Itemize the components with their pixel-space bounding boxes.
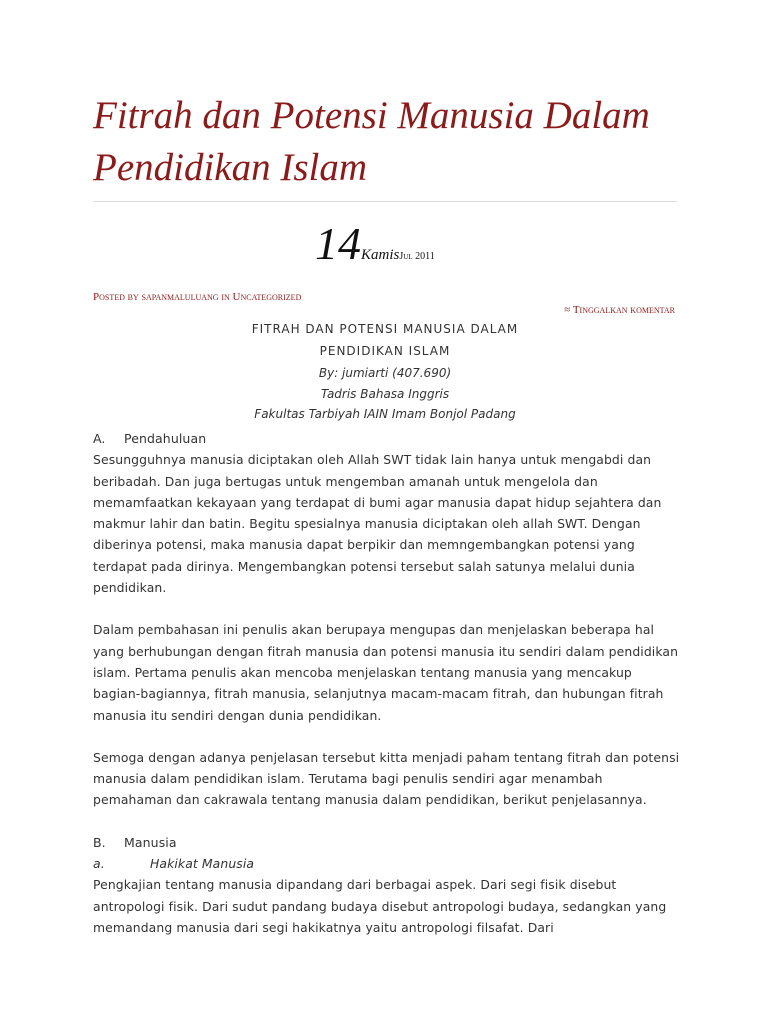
paragraph-4: Pengkajian tentang manusia dipandang dari berbagai aspek. Dari segi fisik disebut antropologi fisik. Dari sudut pandang budaya disebut antropologi budaya, sedangkan yang memandang manusia dari segi hakikatnya yaitu antropologi filsafat. Dari (93, 877, 667, 935)
section-a-heading (93, 428, 683, 449)
title-divider (93, 201, 677, 202)
paragraph-3: Semoga dengan adanya penjelasan tersebut kitta menjadi paham tentang fitrah dan potensi manusia dalam pendidikan islam. Terutama bagi penulis sendiri agar menambah pemahaman dan cakrawala tentang manusia dalam pendidikan, berikut penjelasannya. (93, 749, 680, 808)
category-link[interactable]: Uncategorized (232, 291, 302, 303)
article-heading-line1: FITRAH DAN POTENSI MANUSIA DALAM (251, 322, 519, 336)
in-label: in (221, 291, 230, 303)
date-day: 14 (315, 218, 361, 269)
section-a-title: Pendahuluan (124, 431, 207, 446)
subsection-a-heading (93, 853, 683, 874)
subsection-a-marker: a. (93, 856, 105, 872)
subsection-a-title: Hakikat Manusia (150, 856, 255, 872)
author-link[interactable]: sapanmaluluang (141, 291, 219, 303)
article-body (93, 428, 683, 938)
posted-by-label: Posted by (93, 291, 139, 303)
date-weekday: Kamis (361, 247, 400, 263)
post-date (315, 218, 435, 270)
date-month-year: Jul 2011 (399, 251, 435, 262)
leave-comment-link[interactable]: ≈ Tinggalkan komentar (564, 304, 675, 316)
post-title[interactable]: Fitrah dan Potensi Manusia Dalam Pendidikan Islam (93, 94, 650, 189)
post-meta (93, 291, 301, 303)
article-department: Tadris Bahasa Inggris (320, 387, 450, 401)
paragraph-2: Dalam pembahasan ini penulis akan berupaya mengupas dan menjelaskan beberapa hal yang berhubungan dengan fitrah manusia dan potensi manusia itu sendiri dalam pendidikan islam. Pertama penulis akan mencoba menjelaskan tentang manusia yang mencakup bagian-bagiannya, fitrah manusia, selanjutnya macam-macam fitrah, dan hubungan fitrah manusia itu sendiri dengan dunia pendidikan. (93, 622, 679, 723)
paragraph-1: Sesungguhnya manusia diciptakan oleh Allah SWT tidak lain hanya untuk mengabdi dan beribadah. Dan juga bertugas untuk mengemban amanah untuk mengelola dan memamfaatkan kekayaan yang terdapat di bumi agar manusia dapat hidup sejahtera dan makmur lahir dan batin. Begitu spesialnya manusia diciptakan oleh allah SWT. Dengan diberinya potensi, maka manusia dapat berpikir dan memngembangkan potensi yang terdapat pada dirinya. Mengembangkan potensi tersebut salah satunya melalui dunia pendidikan. (93, 452, 662, 596)
section-a-marker: A. (93, 431, 106, 446)
article-heading-line2: PENDIDIKAN ISLAM (319, 344, 451, 358)
section-b-title: Manusia (124, 834, 177, 850)
section-b-heading (93, 832, 683, 853)
article-byline: By: jumiarti (407.690) (318, 366, 452, 380)
article-faculty: Fakultas Tarbiyah IAIN Imam Bonjol Padang (254, 407, 516, 421)
section-b-marker: B. (93, 834, 106, 850)
